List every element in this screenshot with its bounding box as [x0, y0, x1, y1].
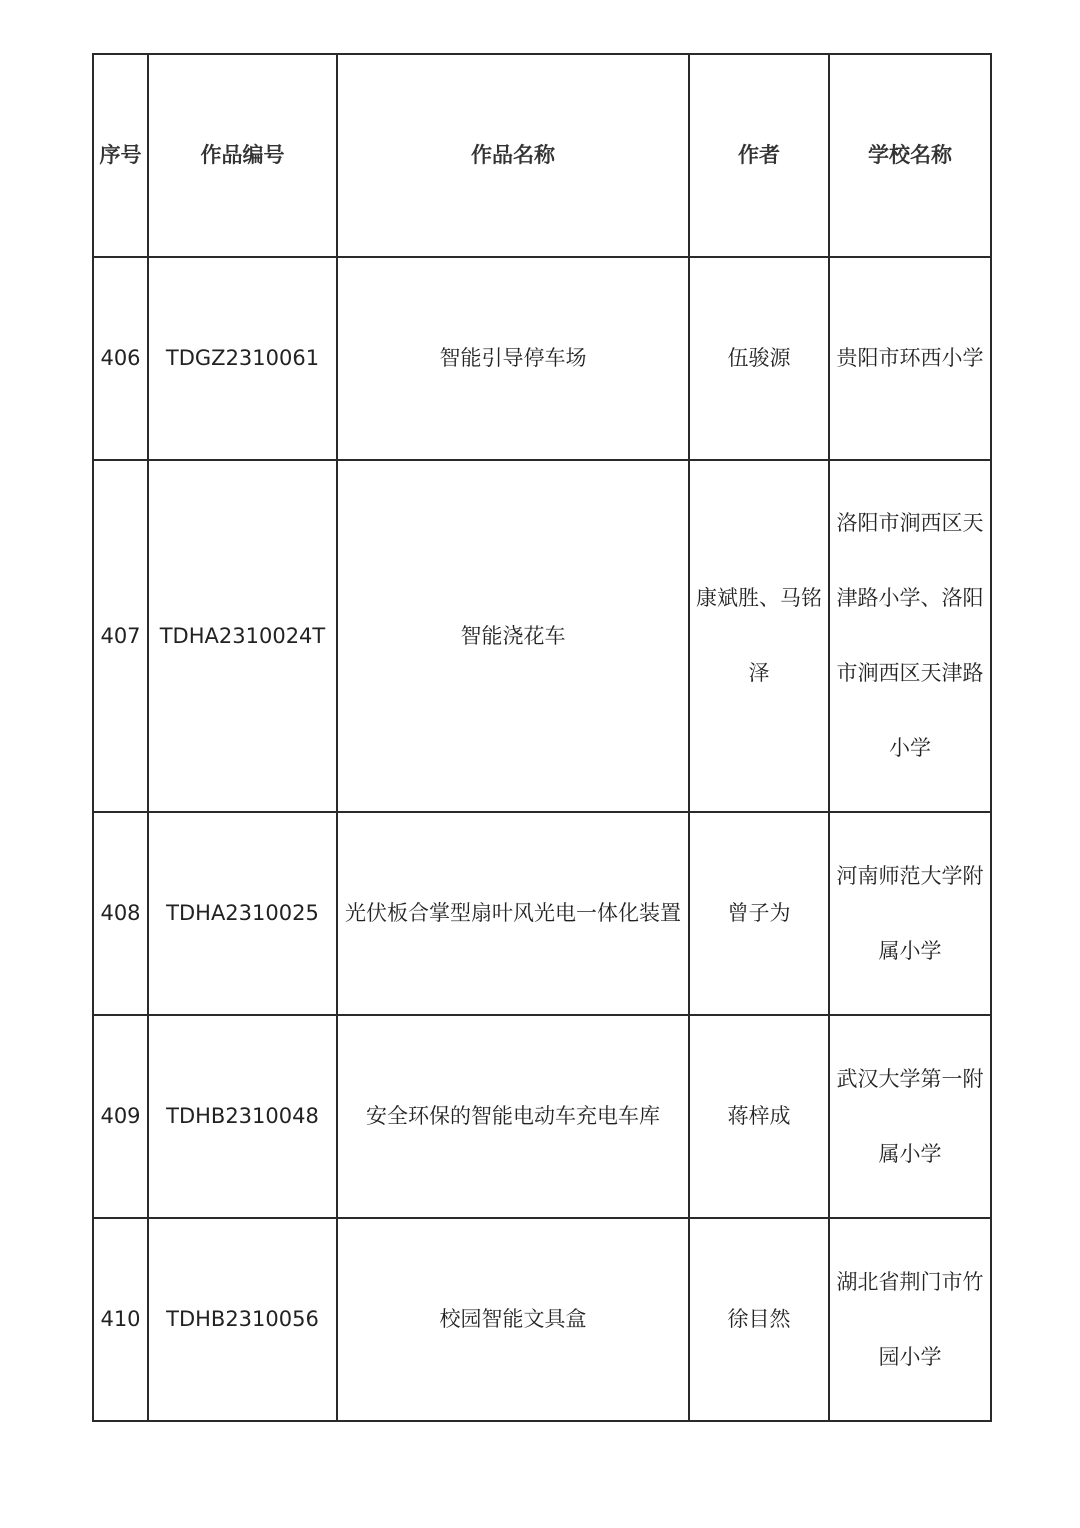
cell-code: TDHB2310048: [148, 1015, 337, 1218]
cell-author: 徐目然: [689, 1218, 829, 1421]
cell-seq: 407: [93, 460, 148, 812]
header-title: 作品名称: [337, 54, 689, 257]
cell-school: 湖北省荆门市竹园小学: [829, 1218, 991, 1421]
cell-code: TDHA2310025: [148, 812, 337, 1015]
cell-title: 智能引导停车场: [337, 257, 689, 460]
cell-author: 蒋梓成: [689, 1015, 829, 1218]
cell-author: 康斌胜、马铭泽: [689, 460, 829, 812]
cell-seq: 410: [93, 1218, 148, 1421]
cell-code: TDHB2310056: [148, 1218, 337, 1421]
table-row: [93, 1015, 991, 1218]
header-code: 作品编号: [148, 54, 337, 257]
table-row: [93, 1218, 991, 1421]
cell-code: TDHA2310024T: [148, 460, 337, 812]
cell-school: 洛阳市涧西区天津路小学、洛阳市涧西区天津路小学: [829, 460, 991, 812]
cell-school: 贵阳市环西小学: [829, 257, 991, 460]
cell-school: 武汉大学第一附属小学: [829, 1015, 991, 1218]
header-school: 学校名称: [829, 54, 991, 257]
table-row: [93, 460, 991, 812]
cell-seq: 408: [93, 812, 148, 1015]
cell-title: 校园智能文具盒: [337, 1218, 689, 1421]
table-header-row: [93, 54, 991, 257]
cell-seq: 406: [93, 257, 148, 460]
cell-title: 安全环保的智能电动车充电车库: [337, 1015, 689, 1218]
cell-title: 光伏板合掌型扇叶风光电一体化装置: [337, 812, 689, 1015]
award-table: [92, 53, 992, 1422]
cell-seq: 409: [93, 1015, 148, 1218]
table-row: [93, 812, 991, 1015]
cell-title: 智能浇花车: [337, 460, 689, 812]
header-author: 作者: [689, 54, 829, 257]
cell-author: 伍骏源: [689, 257, 829, 460]
table-row: [93, 257, 991, 460]
cell-code: TDGZ2310061: [148, 257, 337, 460]
header-seq: 序号: [93, 54, 148, 257]
cell-author: 曾子为: [689, 812, 829, 1015]
cell-school: 河南师范大学附属小学: [829, 812, 991, 1015]
